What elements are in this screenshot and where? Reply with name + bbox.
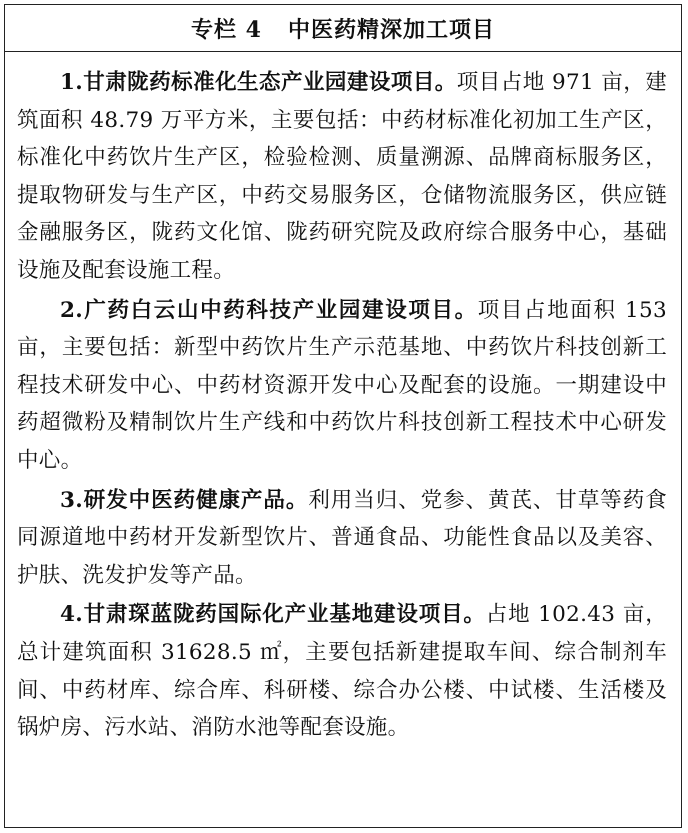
- item-2-heading: 2.广药白云山中药科技产业园建设项目。: [60, 297, 478, 323]
- column-title-row: [5, 5, 681, 52]
- column-title: 中医药精深加工项目: [287, 16, 495, 43]
- column-box: [4, 4, 682, 828]
- item-3-body: 利用当归、党参、黄芪、甘草等药食同源道地中药材开发新型饮片、普通食品、功能性食品以及美容、护肤、洗发护发等产品。: [17, 487, 668, 588]
- item-1: [17, 64, 667, 290]
- item-4: [17, 596, 667, 746]
- item-4-body: 占地 102.43 亩，总计建筑面积 31628.5 ㎡，主要包括新建提取车间、综合制剂车间、中药材库、综合库、科研楼、综合办公楼、中试楼、生活楼及锅炉房、污水站、消防水池等配套设施。: [17, 602, 667, 741]
- item-2: [17, 292, 667, 480]
- column-content: [5, 52, 681, 747]
- item-1-body: 项目占地 971 亩，建筑面积 48.79 万平方米，主要包括：中药材标准化初加工生产区，标准化中药饮片生产区，检验检测、质量溯源、品牌商标服务区，提取物研发与生产区，中药交易服务区，仓储物流服务区，供应链金融服务区，陇药文化馆、陇药研究院及政府综合服务中心，基础设施及配套设施工程。: [17, 70, 667, 283]
- column-label: 专栏 4: [191, 16, 262, 43]
- item-3-heading: 3.研发中医药健康产品。: [60, 487, 309, 513]
- item-1-heading: 1.甘肃陇药标准化生态产业园建设项目。: [60, 70, 457, 95]
- item-4-heading: 4.甘肃琛蓝陇药国际化产业基地建设项目。: [60, 602, 486, 628]
- item-3: [17, 482, 667, 595]
- item-2-body: 项目占地面积 153 亩，主要包括：新型中药饮片生产示范基地、中药饮片科技创新工程技术研发中心、中药材资源开发中心及配套的设施。一期建设中药超微粉及精制饮片生产线和中药饮片科技创新工程技术中心研发中心。: [17, 297, 667, 473]
